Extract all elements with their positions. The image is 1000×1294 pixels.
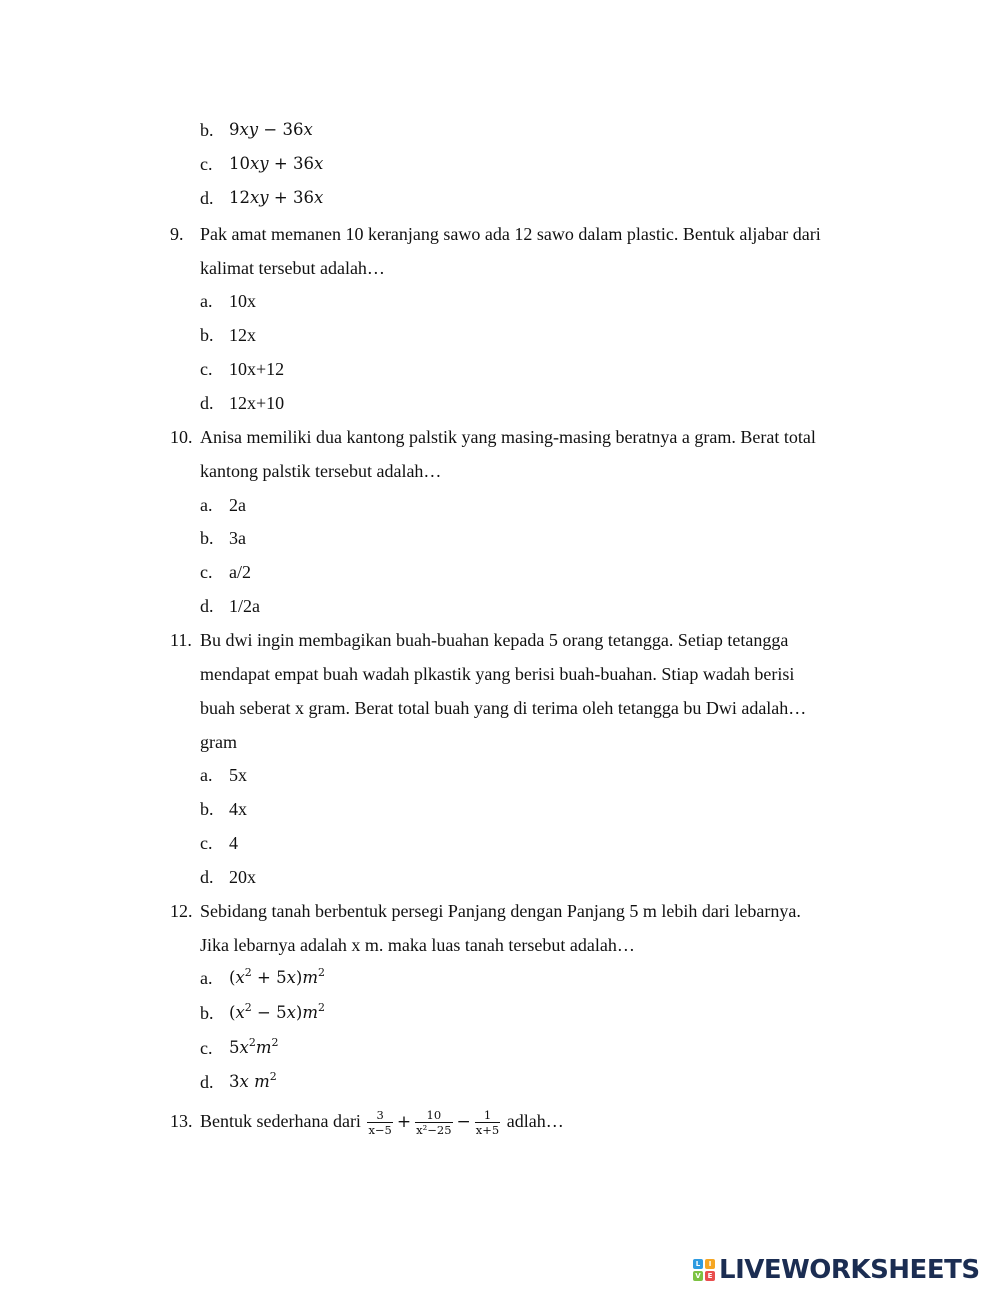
option-letter: b. — [200, 325, 214, 345]
question-text-line: Pak amat memanen 10 keranjang sawo ada 12 sawo dalam plastic. Bentuk aljabar dari — [200, 224, 821, 244]
fraction-numerator: 3 — [376, 1108, 384, 1123]
fraction-numerator: 1 — [483, 1108, 492, 1123]
question-text-line: mendapat empat buah wadah plkastik yang berisi buah-buahan. Stiap wadah berisi — [200, 664, 795, 684]
option-letter: d. — [200, 1072, 214, 1092]
option-letter: a. — [200, 291, 213, 311]
question-text-line: kalimat tersebut adalah… — [200, 258, 385, 278]
option-letter: b. — [200, 1003, 214, 1023]
fraction-1 — [367, 1108, 392, 1137]
option-expression: 10xy + 36x — [229, 154, 324, 173]
question-text-line: gram — [200, 732, 237, 752]
fraction-denominator: x²−25 — [416, 1123, 452, 1138]
question-prefix: Bentuk sederhana dari — [200, 1111, 361, 1131]
option-text: 5x — [229, 765, 247, 785]
option-letter: d. — [200, 596, 214, 616]
option-letter: c. — [200, 562, 213, 582]
option-letter: d. — [200, 867, 214, 887]
option-text: 12x+10 — [229, 393, 285, 413]
fraction-numerator: 10 — [426, 1108, 442, 1123]
fraction-3 — [475, 1108, 500, 1137]
question-number: 13. — [170, 1111, 193, 1131]
option-letter: a. — [200, 765, 213, 785]
option-letter: c. — [200, 833, 213, 853]
plus-operator: + — [396, 1112, 412, 1132]
question-number: 11. — [170, 630, 192, 650]
question-text-line: Jika lebarnya adalah x m. maka luas tanah tersebut adalah… — [200, 935, 635, 955]
liveworksheets-logo — [693, 1256, 980, 1284]
option-text: a/2 — [229, 562, 251, 582]
question-text-line: Anisa memiliki dua kantong palstik yang masing-masing beratnya a gram. Berat total — [200, 427, 816, 447]
option-letter: c. — [200, 359, 213, 379]
option-text: 12x — [229, 325, 256, 345]
logo-icon — [693, 1259, 715, 1281]
fraction-denominator: x−5 — [368, 1123, 392, 1138]
option-expression: 3x $m^2$ — [229, 1069, 277, 1091]
logo-tile: I — [705, 1259, 715, 1269]
question-number: 12. — [170, 901, 193, 921]
option-expression: $5x^2m^2$ — [229, 1035, 279, 1057]
question-text-line: kantong palstik tersebut adalah… — [200, 461, 442, 481]
question-text-line: buah seberat x gram. Berat total buah yang di terima oleh tetangga bu Dwi adalah… — [200, 698, 807, 718]
option-text: 2a — [229, 495, 246, 515]
question-text-line: Bu dwi ingin membagikan buah-buahan kepada 5 orang tetangga. Setiap tetangga — [200, 630, 789, 650]
option-text: 4x — [229, 799, 247, 819]
option-text: 10x+12 — [229, 359, 285, 379]
option-letter: a. — [200, 495, 213, 515]
fraction-denominator: x+5 — [475, 1123, 500, 1138]
option-letter: c. — [200, 1038, 213, 1058]
question-text-line — [200, 1100, 564, 1143]
option-text: 20x — [229, 867, 256, 887]
option-letter: b. — [200, 120, 214, 140]
option-letter: b. — [200, 528, 214, 548]
option-expression: 9xy − 36x — [229, 120, 313, 139]
minus-operator: − — [456, 1112, 471, 1132]
option-expression: 12xy + 36x — [229, 188, 324, 207]
option-letter: b. — [200, 799, 214, 819]
logo-tile: E — [705, 1271, 715, 1281]
option-letter: d. — [200, 188, 214, 208]
logo-tile: V — [693, 1271, 703, 1281]
option-text: 3a — [229, 528, 246, 548]
logo-tile: L — [693, 1259, 703, 1269]
question-number: 10. — [170, 427, 193, 447]
option-letter: a. — [200, 968, 213, 988]
option-text: 1/2a — [229, 596, 260, 616]
option-letter: d. — [200, 393, 214, 413]
option-letter: c. — [200, 154, 213, 174]
option-expression: $(x^2 - 5x)m^2$ — [229, 1000, 325, 1022]
fraction-2 — [415, 1108, 452, 1137]
logo-text: LIVEWORKSHEETS — [719, 1255, 980, 1285]
question-text-line: Sebidang tanah berbentuk persegi Panjang dengan Panjang 5 m lebih dari lebarnya. — [200, 901, 801, 921]
option-expression: $(x^2 + 5x)m^2$ — [229, 965, 325, 987]
question-number: 9. — [170, 224, 184, 244]
option-text: 4 — [229, 833, 238, 853]
question-suffix: adlah… — [506, 1111, 564, 1131]
option-text: 10x — [229, 291, 256, 311]
